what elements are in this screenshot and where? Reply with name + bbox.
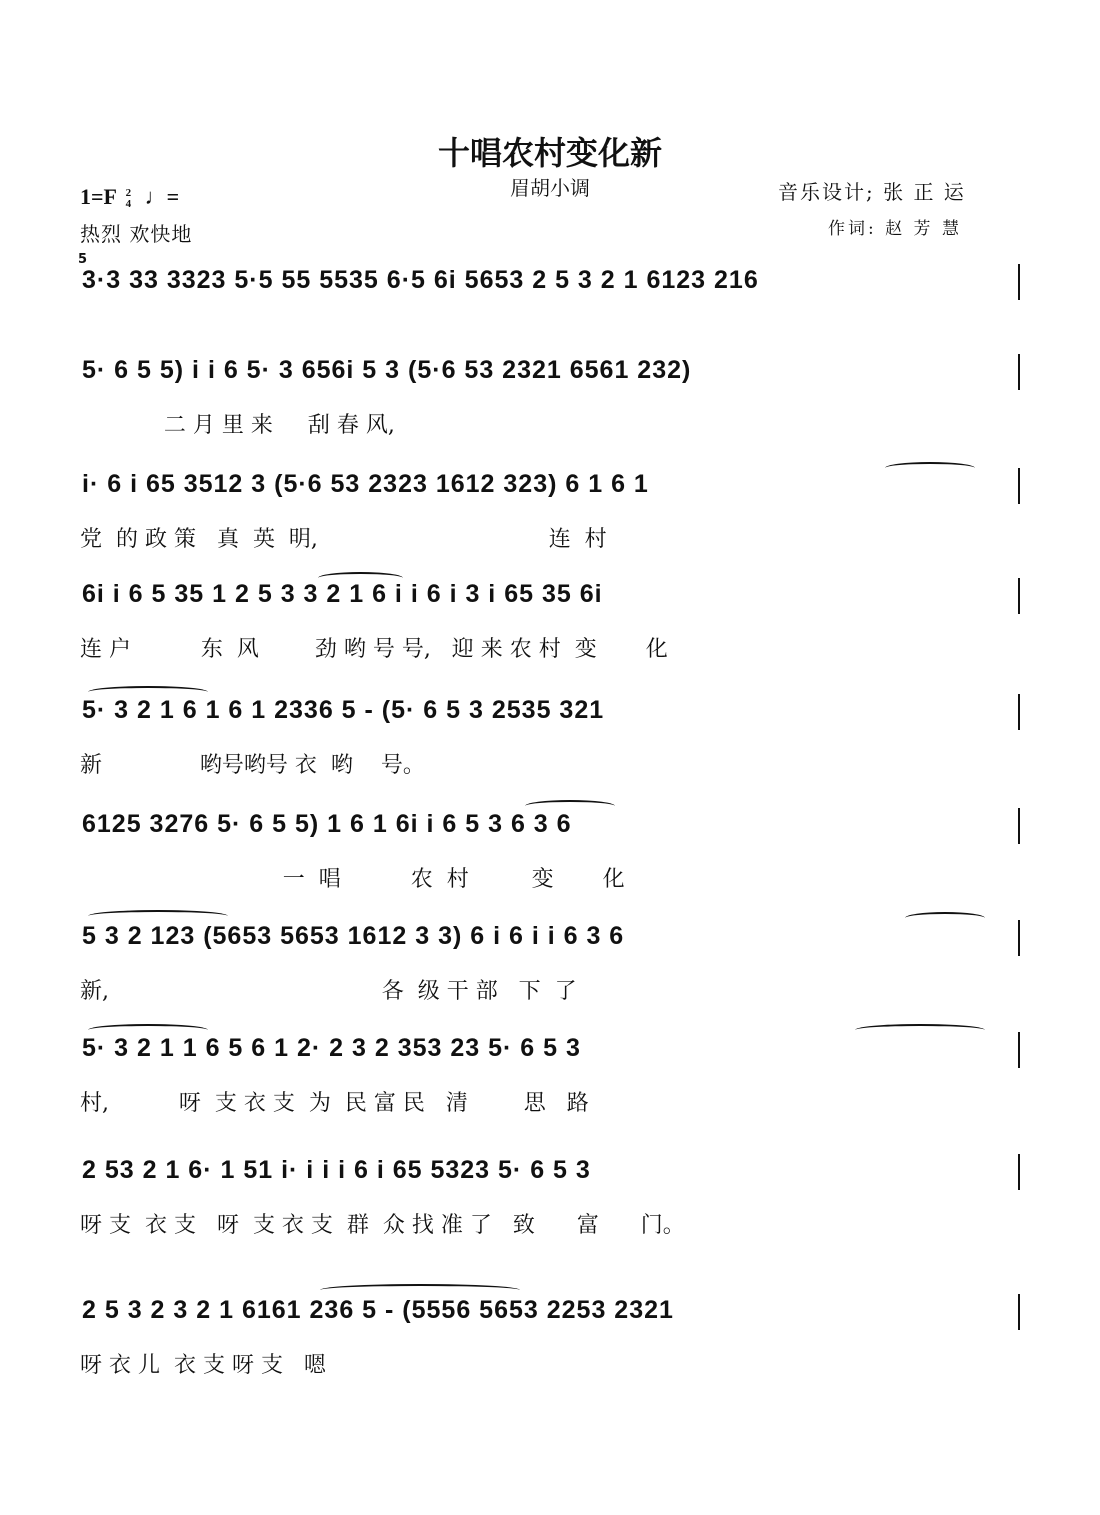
score-row-3-lyrics: 党 的 政 策 真 英 明, 连 村 — [80, 527, 607, 552]
score-row-9-lyrics: 呀 支 衣 支 呀 支 衣 支 群 众 找 准 了 致 富 门。 — [80, 1213, 685, 1238]
time-bottom: 4 — [125, 197, 132, 210]
barline — [1018, 694, 1020, 730]
song-subtitle: 眉胡小调 — [510, 176, 590, 200]
score-row-7-lyrics: 新, 各 级 干 部 下 了 — [80, 979, 577, 1004]
grace-note: 5 — [78, 252, 88, 267]
score-row-4-notes: 6i i 6 5 35 1 2 5 3 3 2 1 6 i i 6 i 3 i 65 35 6i — [82, 580, 603, 608]
key-label: 1=F — [80, 184, 117, 209]
lyricist-credit: 作词: 赵 芳 慧 — [828, 219, 962, 239]
barline — [1018, 920, 1020, 956]
slur — [88, 686, 208, 698]
score-row-8-notes: 5· 3 2 1 1 6 5 6 1 2· 2 3 2 353 23 5· 6 5 3 — [82, 1034, 581, 1062]
score-row-5-lyrics: 新 哟号哟号 衣 哟 号。 — [80, 753, 425, 778]
song-title: 十唱农村变化新 — [437, 134, 662, 172]
slur — [88, 910, 228, 922]
score-row-9-notes: 2 53 2 1 6· 1 51 i· i i i 6 i 65 5323 5· 6 5 3 — [82, 1156, 591, 1184]
tempo-mark: ♩= — [144, 184, 180, 209]
slur — [320, 1284, 520, 1296]
barline — [1018, 808, 1020, 844]
score-row-7-notes: 5 3 2 123 (5653 5653 1612 3 3) 6 i 6 i i 6 3 6 — [82, 922, 625, 950]
barline — [1018, 264, 1020, 300]
slur — [885, 462, 975, 474]
barline — [1018, 468, 1020, 504]
score-row-10-lyrics: 呀 衣 儿 衣 支 呀 支 嗯 — [80, 1353, 326, 1378]
score-row-4-lyrics: 连 户 东 风 劲 哟 号 号, 迎 来 农 村 变 化 — [80, 637, 668, 662]
barline — [1018, 1154, 1020, 1190]
slur — [855, 1024, 985, 1036]
time-top: 2 — [125, 186, 132, 199]
score-row-10-notes: 2 5 3 2 3 2 1 6161 236 5 - (5556 5653 2253 2321 — [82, 1296, 674, 1324]
barline — [1018, 354, 1020, 390]
score-row-5-notes: 5· 3 2 1 6 1 6 1 2336 5 - (5· 6 5 3 2535 321 — [82, 696, 605, 724]
barline — [1018, 1294, 1020, 1330]
score-row-2-lyrics: 二 月 里 来 刮 春 风, — [80, 413, 395, 438]
slur — [318, 572, 403, 584]
score-row-6-notes: 6125 3276 5· 6 5 5) 1 6 1 6i i 6 5 3 6 3 6 — [82, 810, 572, 838]
time-signature — [126, 188, 132, 210]
score-row-8-lyrics: 村, 呀 支 衣 支 为 民 富 民 清 思 路 — [80, 1091, 589, 1116]
composer-credit: 音乐设计; 张 正 运 — [778, 180, 966, 204]
score-row-3-notes: i· 6 i 65 3512 3 (5·6 53 2323 1612 323) 6 1 6 1 — [82, 470, 649, 498]
barline — [1018, 1032, 1020, 1068]
key-signature — [80, 184, 179, 210]
slur — [905, 912, 985, 924]
slur — [525, 800, 615, 812]
barline — [1018, 578, 1020, 614]
score-row-2-notes: 5· 6 5 5) i i 6 5· 3 656i 5 3 (5·6 53 2321 6561 232) — [82, 356, 692, 384]
score-row-6-lyrics: 一 唱 农 村 变 化 — [80, 867, 625, 892]
expression-marking: 热烈 欢快地 — [80, 222, 193, 246]
score-row-1-notes: 3·3 33 3323 5·5 55 5535 6·5 6i 5653 2 5 3 2 1 6123 216 — [82, 266, 759, 294]
slur — [88, 1024, 208, 1036]
